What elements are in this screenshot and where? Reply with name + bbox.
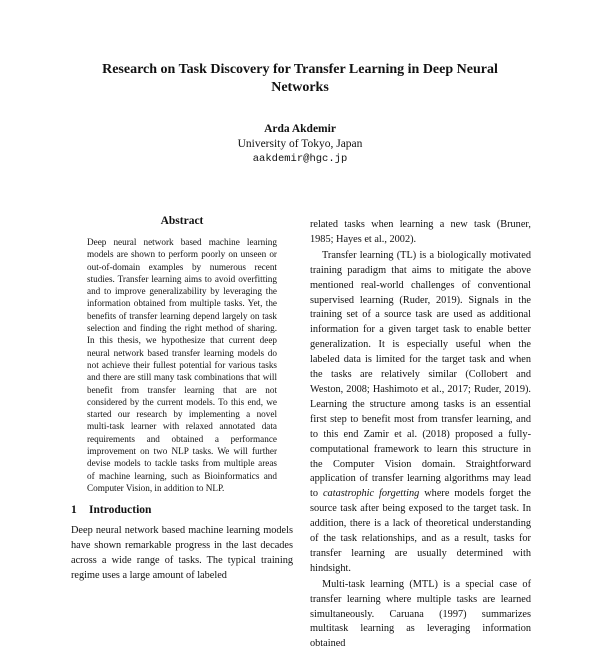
- right-paragraph-2: [310, 249, 531, 577]
- section-title: Introduction: [89, 504, 152, 517]
- right-paragraph-2-text: Transfer learning (TL) is a biologically motivated training paradigm that aims to mitigate the above mentioned real-world challenges of conventional supervised learning (Ruder, 2019). Signals in the training set of a source task are used as additional information for a given target task to enable better generalization. It is especially useful when the labeled data is limited for the target task and when the tasks are relatively similar (Collobert and Weston, 2008; Hashimoto et al., 2017; Ruder, 2019). Learning the structure among tasks is an essential first step to benefit most from transfer learning, and to this end Zamir et al. (2018) proposed a fully-computational framework to learn this structure in the Computer Vision domain. Straightforward application of transfer learning algorithms may lead to: [310, 249, 531, 500]
- left-column: [71, 214, 293, 584]
- author-block: [150, 122, 450, 167]
- abstract-heading: Abstract: [160, 215, 204, 227]
- introduction-heading: [71, 503, 293, 518]
- emphasis-text: catastrophic forgetting: [322, 488, 420, 500]
- abstract-body: Deep neural network based machine learning models are shown to perform poorly on unseen or out-of-domain examples by numerous recent studies. Transfer learning aims to avoid overfitting and to improve generalizability by leveraging the information obtained from multiple tasks. Yet, the benefits of transfer learning depend largely on task selection and finding the right method of sharing. In this thesis, we hypothesize that current deep neural network based transfer learning models do not achieve their fullest potential for various tasks and there are still many task combinations that will benefit from transfer learning that are not considered by the current models. To this end, we started our research by implementing a novel multi-task learner with relaxed annotated data requirements and obtained a performance improvement on two NLP tasks. We will further devise models to tackle tasks from multiple areas of machine learning, such as Bioinformatics and Computer Vision, in addition to NLP.: [87, 237, 277, 493]
- paper-title: Research on Task Discovery for Transfer Learning in Deep Neural Networks: [102, 62, 498, 95]
- introduction-body: Deep neural network based machine learning models have shown remarkable progress in the last decades across a wide range of tasks. The typical training regime uses a large amount of labeled: [71, 525, 293, 581]
- right-paragraph-3: Multi-task learning (MTL) is a special case of transfer learning where multiple tasks are learned simultaneously. Caruana (1997) summarizes multitask learning as leveraging information obtained: [310, 578, 531, 650]
- right-paragraph-2-end: where models forget the source task after being exposed to the target task. In addition, there is a lack of theoretical understanding of the task relationships, and as a result, tasks for transfer learning are usually determined with hindsight.: [310, 488, 532, 574]
- author-name: Arda Akdemir: [264, 123, 336, 135]
- section-number: 1: [71, 504, 77, 517]
- right-column: [310, 218, 531, 652]
- author-affiliation: University of Tokyo, Japan: [237, 138, 363, 150]
- author-email: aakdemir@hgc.jp: [252, 153, 348, 165]
- right-paragraph-1: related tasks when learning a new task (Bruner, 1985; Hayes et al., 2002).: [310, 219, 531, 245]
